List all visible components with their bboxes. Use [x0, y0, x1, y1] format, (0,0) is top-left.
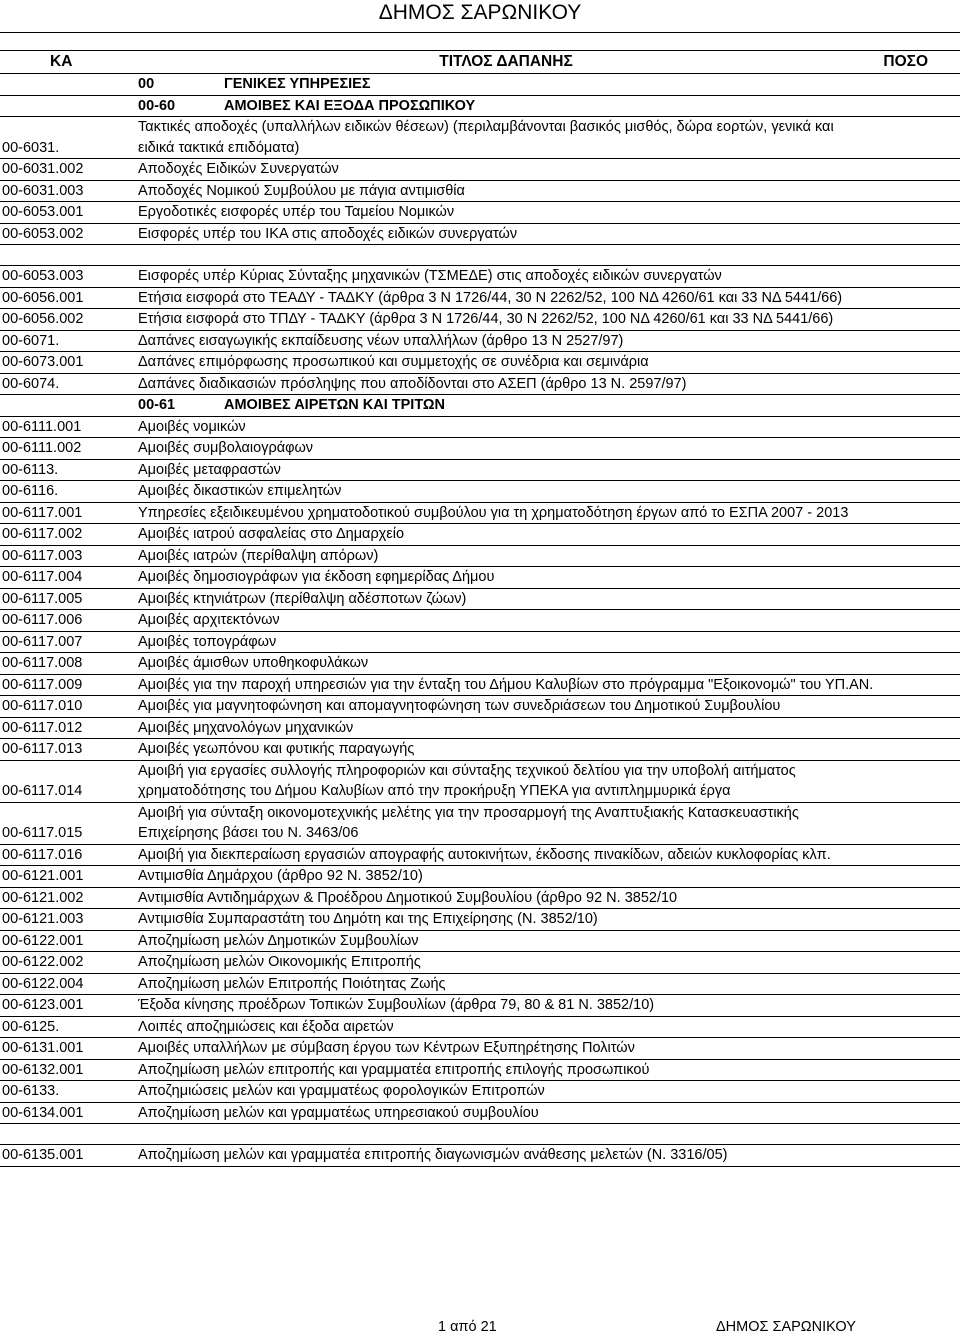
expense-code: 00-6122.004 — [0, 973, 134, 995]
expense-title: Ετήσια εισφορά στο ΤΕΑΔΥ - ΤΑΔΚΥ (άρθρα 3 Ν 1726/44, 30 Ν 2262/52, 100 ΝΔ 4260/61 και 33 ΝΔ 5441/66) — [134, 287, 874, 309]
amount-cell — [874, 74, 960, 96]
section-code: 00 — [138, 76, 155, 92]
expense-title: Αμοιβές δικαστικών επιμελητών — [134, 481, 874, 503]
expense-code: 00-6117.015 — [0, 802, 134, 844]
expense-code: 00-6117.003 — [0, 545, 134, 567]
amount-cell — [874, 760, 960, 802]
amount-cell — [874, 739, 960, 761]
section-heading-row — [0, 74, 960, 96]
expense-title: Αποδοχές Ειδικών Συνεργατών — [134, 159, 874, 181]
table-row — [0, 545, 960, 567]
expense-code: 00-6122.002 — [0, 952, 134, 974]
table-row — [0, 223, 960, 245]
table-row — [0, 802, 960, 844]
expense-code: 00-6121.001 — [0, 866, 134, 888]
table-header-row — [0, 51, 960, 74]
expense-code: 00-6117.009 — [0, 674, 134, 696]
expense-title: Αποζημίωση μελών επιτροπής και γραμματέα επιτροπής επιλογής προσωπικού — [134, 1059, 874, 1081]
amount-cell — [874, 909, 960, 931]
amount-cell — [874, 159, 960, 181]
table-row — [0, 352, 960, 374]
expense-code: 00-6053.003 — [0, 266, 134, 288]
amount-cell — [874, 481, 960, 503]
table-row — [0, 330, 960, 352]
section-code: 00-60 — [138, 97, 176, 114]
table-row — [0, 653, 960, 675]
table-row — [0, 1081, 960, 1103]
expense-title: Αποδοχές Νομικού Συμβούλου με πάγια αντιμισθία — [134, 180, 874, 202]
column-header-code: ΚΑ — [0, 51, 134, 74]
table-row — [0, 866, 960, 888]
amount-cell — [874, 588, 960, 610]
section-code: 00-61 — [138, 397, 176, 413]
expense-code: 00-6071. — [0, 330, 134, 352]
expense-code: 00-6031.003 — [0, 180, 134, 202]
blank-cell — [134, 1124, 874, 1145]
amount-cell — [874, 95, 960, 117]
expense-code: 00-6121.003 — [0, 909, 134, 931]
blank-cell — [874, 245, 960, 266]
expense-title: Έξοδα κίνησης προέδρων Τοπικών Συμβουλίων (άρθρα 79, 80 & 81 Ν. 3852/10) — [134, 995, 874, 1017]
table-row — [0, 309, 960, 331]
table-row — [0, 1102, 960, 1124]
blank-cell — [134, 245, 874, 266]
expense-title: Δαπάνες εισαγωγικής εκπαίδευσης νέων υπαλλήλων (άρθρο 13 Ν 2527/97) — [134, 330, 874, 352]
expense-title: Αμοιβές για την παροχή υπηρεσιών για την ένταξη του Δήμου Καλυβίων στο πρόγραμμα "Εξοικονομώ" του ΥΠ.ΑΝ. — [134, 674, 874, 696]
amount-cell — [874, 117, 960, 159]
expense-title: Αμοιβές άμισθων υποθηκοφυλάκων — [134, 653, 874, 675]
expense-code: 00-6117.010 — [0, 696, 134, 718]
expense-code: 00-6031. — [0, 117, 134, 159]
table-row — [0, 459, 960, 481]
expense-code: 00-6135.001 — [0, 1145, 134, 1167]
table-row — [0, 1038, 960, 1060]
expense-title: Αμοιβές υπαλλήλων με σύμβαση έργου των Κέντρων Εξυπηρέτησης Πολιτών — [134, 1038, 874, 1060]
expense-code: 00-6117.005 — [0, 588, 134, 610]
expense-code: 00-6121.002 — [0, 887, 134, 909]
expense-title: Αμοιβές ιατρών (περίθαλψη απόρων) — [134, 545, 874, 567]
amount-cell — [874, 802, 960, 844]
amount-cell — [874, 995, 960, 1017]
expense-code: 00-6132.001 — [0, 1059, 134, 1081]
section-empty-code-cell — [0, 74, 134, 96]
expense-title: Αποζημίωση μελών Δημοτικών Συμβουλίων — [134, 930, 874, 952]
expense-code: 00-6056.002 — [0, 309, 134, 331]
expense-code: 00-6111.001 — [0, 416, 134, 438]
expense-code: 00-6117.008 — [0, 653, 134, 675]
amount-cell — [874, 352, 960, 374]
expense-code: 00-6117.012 — [0, 717, 134, 739]
amount-cell — [874, 631, 960, 653]
expense-title: Ετήσια εισφορά στο ΤΠΔΥ - ΤΑΔΚΥ (άρθρα 3 Ν 1726/44, 30 Ν 2262/52, 100 ΝΔ 4260/61 και 33 ΝΔ 5441/66) — [134, 309, 874, 331]
table-row — [0, 930, 960, 952]
expense-title: Αμοιβές αρχιτεκτόνων — [134, 610, 874, 632]
expense-code: 00-6131.001 — [0, 1038, 134, 1060]
expense-title: Αμοιβές νομικών — [134, 416, 874, 438]
expense-title: Δαπάνες επιμόρφωσης προσωπικού και συμμετοχής σε συνέδρια και σεμινάρια — [134, 352, 874, 374]
amount-cell — [874, 1038, 960, 1060]
amount-cell — [874, 567, 960, 589]
table-row — [0, 117, 960, 159]
expense-code: 00-6117.016 — [0, 844, 134, 866]
table-row — [0, 952, 960, 974]
expense-code: 00-6117.001 — [0, 502, 134, 524]
table-row — [0, 995, 960, 1017]
table-row — [0, 674, 960, 696]
table-row — [0, 438, 960, 460]
expense-title: Εργοδοτικές εισφορές υπέρ του Ταμείου Νομικών — [134, 202, 874, 224]
table-row — [0, 717, 960, 739]
table-row — [0, 266, 960, 288]
expense-title: Δαπάνες διαδικασιών πρόσληψης που αποδίδονται στο ΑΣΕΠ (άρθρο 13 Ν. 2597/97) — [134, 373, 874, 395]
budget-sheet — [0, 50, 960, 1167]
expense-title: Αμοιβή για εργασίες συλλογής πληροφοριών και σύνταξης τεχνικού δελτίου για την υποβολή αιτήματος χρηματοδότησης του Δήμου Καλυβίων από την προκήρυξη ΥΠΕΚΑ για αντιπλημμυρικά έργα — [134, 760, 874, 802]
section-heading-row — [0, 95, 960, 117]
table-row — [0, 739, 960, 761]
table-row — [0, 159, 960, 181]
expense-title: Αμοιβή για διεκπεραίωση εργασιών απογραφής αυτοκινήτων, έκδοσης πινακίδων, αδειών κυκλοφορίας κλπ. — [134, 844, 874, 866]
table-row — [0, 887, 960, 909]
column-header-amount: ΠΟΣΟ — [874, 51, 960, 74]
amount-cell — [874, 844, 960, 866]
table-row — [0, 696, 960, 718]
expense-title: Αμοιβές δημοσιογράφων για έκδοση εφημερίδας Δήμου — [134, 567, 874, 589]
amount-cell — [874, 416, 960, 438]
amount-cell — [874, 287, 960, 309]
table-row — [0, 631, 960, 653]
expense-title: Αποζημίωση μελών Οικονομικής Επιτροπής — [134, 952, 874, 974]
amount-cell — [874, 502, 960, 524]
section-heading — [134, 395, 874, 417]
expense-title: Αμοιβές μηχανολόγων μηχανικών — [134, 717, 874, 739]
amount-cell — [874, 674, 960, 696]
expense-table — [0, 51, 960, 1167]
expense-title: Αμοιβή για σύνταξη οικονομοτεχνικής μελέτης για την προσαρμογή της Αναπτυξιακής Κατασκευαστικής Επιχείρησης βάσει του Ν. 3463/06 — [134, 802, 874, 844]
expense-code: 00-6053.002 — [0, 223, 134, 245]
table-row — [0, 567, 960, 589]
section-title: ΓΕΝΙΚΕΣ ΥΠΗΡΕΣΙΕΣ — [224, 76, 371, 92]
expense-code: 00-6117.004 — [0, 567, 134, 589]
blank-cell — [874, 1124, 960, 1145]
expense-title: Αντιμισθία Συμπαραστάτη του Δημότη και της Επιχείρησης (Ν. 3852/10) — [134, 909, 874, 931]
page-footer — [0, 1317, 960, 1337]
table-row — [0, 588, 960, 610]
section-title: ΑΜΟΙΒΕΣ ΚΑΙ ΕΞΟΔΑ ΠΡΟΣΩΠΙΚΟΥ — [224, 97, 476, 114]
table-row — [0, 973, 960, 995]
section-empty-code-cell — [0, 95, 134, 117]
amount-cell — [874, 266, 960, 288]
page-number: 1 από 21 — [438, 1319, 497, 1335]
amount-cell — [874, 717, 960, 739]
amount-cell — [874, 1081, 960, 1103]
expense-title: Αποζημίωση μελών και γραμματέως υπηρεσιακού συμβουλίου — [134, 1102, 874, 1124]
amount-cell — [874, 952, 960, 974]
table-row — [0, 760, 960, 802]
expense-title: Αμοιβές κτηνιάτρων (περίθαλψη αδέσποτων ζώων) — [134, 588, 874, 610]
table-row — [0, 1016, 960, 1038]
expense-title: Εισφορές υπέρ του ΙΚΑ στις αποδοχές ειδικών συνεργατών — [134, 223, 874, 245]
expense-title: Αμοιβές συμβολαιογράφων — [134, 438, 874, 460]
amount-cell — [874, 202, 960, 224]
expense-title: Αντιμισθία Αντιδημάρχων & Προέδρου Δημοτικού Συμβουλίου (άρθρο 92 Ν. 3852/10 — [134, 887, 874, 909]
table-row — [0, 502, 960, 524]
expense-code: 00-6117.014 — [0, 760, 134, 802]
expense-code: 00-6117.007 — [0, 631, 134, 653]
amount-cell — [874, 653, 960, 675]
amount-cell — [874, 309, 960, 331]
expense-code: 00-6074. — [0, 373, 134, 395]
expense-code: 00-6133. — [0, 1081, 134, 1103]
amount-cell — [874, 610, 960, 632]
expense-code: 00-6117.013 — [0, 739, 134, 761]
expense-title: Αποζημιώσεις μελών και γραμματέως φορολογικών Επιτροπών — [134, 1081, 874, 1103]
footer-organization: ΔΗΜΟΣ ΣΑΡΩΝΙΚΟΥ — [716, 1319, 856, 1335]
amount-cell — [874, 930, 960, 952]
section-heading-row — [0, 395, 960, 417]
section-empty-code-cell — [0, 395, 134, 417]
amount-cell — [874, 973, 960, 995]
expense-code: 00-6116. — [0, 481, 134, 503]
expense-title: Αμοιβές μεταφραστών — [134, 459, 874, 481]
column-header-title: ΤΙΤΛΟΣ ΔΑΠΑΝΗΣ — [134, 51, 874, 74]
table-row — [0, 909, 960, 931]
amount-cell — [874, 330, 960, 352]
table-row — [0, 844, 960, 866]
blank-cell — [0, 1124, 134, 1145]
expense-code: 00-6117.006 — [0, 610, 134, 632]
table-row — [0, 610, 960, 632]
table-row — [0, 1059, 960, 1081]
table-row — [0, 202, 960, 224]
expense-title: Αντιμισθία Δημάρχου (άρθρο 92 Ν. 3852/10) — [134, 866, 874, 888]
page-title: ΔΗΜΟΣ ΣΑΡΩΝΙΚΟΥ — [378, 1, 582, 24]
table-row — [0, 180, 960, 202]
amount-cell — [874, 1102, 960, 1124]
expense-code: 00-6122.001 — [0, 930, 134, 952]
expense-code: 00-6073.001 — [0, 352, 134, 374]
expense-code: 00-6117.002 — [0, 524, 134, 546]
blank-row — [0, 245, 960, 266]
section-heading — [134, 95, 874, 117]
expense-title: Τακτικές αποδοχές (υπαλλήλων ειδικών θέσεων) (περιλαμβάνονται βασικός μισθός, δώρα εορτών, γενικά και ειδικά τακτικά επιδόματα) — [134, 117, 874, 159]
expense-title: Εισφορές υπέρ Κύριας Σύνταξης μηχανικών (ΤΣΜΕΔΕ) στις αποδοχές ειδικών συνεργατών — [134, 266, 874, 288]
amount-cell — [874, 696, 960, 718]
amount-cell — [874, 180, 960, 202]
expense-code: 00-6134.001 — [0, 1102, 134, 1124]
table-row — [0, 481, 960, 503]
amount-cell — [874, 438, 960, 460]
expense-code: 00-6123.001 — [0, 995, 134, 1017]
amount-cell — [874, 1059, 960, 1081]
section-title: ΑΜΟΙΒΕΣ ΑΙΡΕΤΩΝ ΚΑΙ ΤΡΙΤΩΝ — [224, 397, 446, 413]
blank-row — [0, 1124, 960, 1145]
expense-code: 00-6056.001 — [0, 287, 134, 309]
expense-code: 00-6111.002 — [0, 438, 134, 460]
amount-cell — [874, 866, 960, 888]
expense-title: Αμοιβές τοπογράφων — [134, 631, 874, 653]
blank-cell — [0, 245, 134, 266]
amount-cell — [874, 1016, 960, 1038]
table-row — [0, 524, 960, 546]
table-row — [0, 1145, 960, 1167]
expense-title: Αμοιβές για μαγνητοφώνηση και απομαγνητοφώνηση των συνεδριάσεων του Δημοτικού Συμβουλίου — [134, 696, 874, 718]
page-header — [0, 0, 960, 33]
table-row — [0, 416, 960, 438]
expense-title: Υπηρεσίες εξειδικευμένου χρηματοδοτικού συμβούλου για τη χρηματοδότηση έργων από το ΕΣΠΑ 2007 - 2013 — [134, 502, 874, 524]
expense-code: 00-6125. — [0, 1016, 134, 1038]
amount-cell — [874, 1145, 960, 1167]
expense-code: 00-6113. — [0, 459, 134, 481]
expense-code: 00-6053.001 — [0, 202, 134, 224]
expense-title: Αμοιβές γεωπόνου και φυτικής παραγωγής — [134, 739, 874, 761]
amount-cell — [874, 395, 960, 417]
expense-title: Αποζημίωση μελών Επιτροπής Ποιότητας Ζωής — [134, 973, 874, 995]
expense-title: Αμοιβές ιατρού ασφαλείας στο Δημαρχείο — [134, 524, 874, 546]
table-row — [0, 287, 960, 309]
amount-cell — [874, 545, 960, 567]
amount-cell — [874, 459, 960, 481]
amount-cell — [874, 373, 960, 395]
expense-title: Λοιπές αποζημιώσεις και έξοδα αιρετών — [134, 1016, 874, 1038]
amount-cell — [874, 223, 960, 245]
expense-title: Αποζημίωση μελών και γραμματέα επιτροπής διαγωνισμών ανάθεσης μελετών (Ν. 3316/05) — [134, 1145, 874, 1167]
expense-code: 00-6031.002 — [0, 159, 134, 181]
table-row — [0, 373, 960, 395]
section-heading — [134, 74, 874, 96]
amount-cell — [874, 524, 960, 546]
amount-cell — [874, 887, 960, 909]
